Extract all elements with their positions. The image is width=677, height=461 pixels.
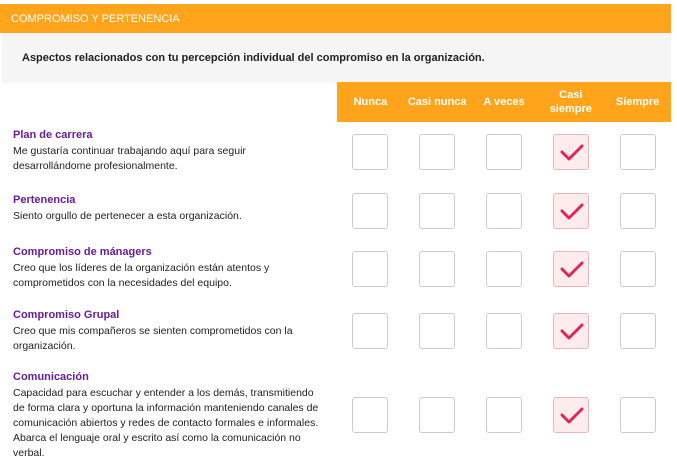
answer-checkbox-nunca[interactable]: [352, 397, 388, 433]
answer-checkbox-a-veces[interactable]: [486, 193, 522, 229]
question-title: Pertenencia: [13, 194, 76, 206]
answer-checkbox-casi-nunca[interactable]: [419, 397, 455, 433]
column-header-a-veces: A veces: [483, 96, 525, 108]
question-text-line: Me gustaría continuar trabajando aquí para seguir: [13, 145, 246, 157]
question-text-line: Creo que mis compañeros se sienten comprometidos con la: [13, 325, 293, 337]
question-title: Plan de carrera: [13, 129, 93, 141]
checkmark-icon: [560, 322, 584, 342]
column-header-word: siempre: [549, 103, 592, 115]
answer-checkbox-casi-siempre[interactable]: [553, 313, 589, 349]
column-header-casi-siempre: [537, 82, 604, 122]
answer-checkbox-casi-siempre[interactable]: [553, 251, 589, 287]
answer-checkbox-casi-nunca[interactable]: [419, 313, 455, 349]
question-title: Compromiso de mánagers: [13, 246, 152, 258]
question-text-line: comunicación abiertos y redes de contacto formales e informales.: [13, 417, 319, 429]
answer-checkbox-a-veces[interactable]: [486, 251, 522, 287]
question-text-line: desarrollándome profesionalmente.: [13, 160, 178, 172]
question-text-line: Capacidad para escuchar y entender a los demás, transmitiendo: [13, 387, 314, 399]
question-text-line: organización.: [13, 340, 76, 352]
answer-checkbox-casi-siempre[interactable]: [553, 397, 589, 433]
answer-checkbox-nunca[interactable]: [352, 193, 388, 229]
checkmark-icon: [560, 406, 584, 426]
section-description-text: Aspectos relacionados con tu percepción individual del compromiso en la organización.: [22, 52, 485, 64]
answer-checkbox-casi-siempre[interactable]: [553, 193, 589, 229]
question-title: Compromiso Grupal: [13, 309, 120, 321]
answer-checkbox-nunca[interactable]: [352, 251, 388, 287]
answer-checkbox-casi-nunca[interactable]: [419, 251, 455, 287]
column-header-nunca: Nunca: [353, 96, 388, 108]
question-title: Comunicación: [13, 371, 89, 383]
question-text-line: Siento orgullo de pertenecer a esta organización.: [13, 210, 242, 222]
answer-checkbox-a-veces[interactable]: [486, 397, 522, 433]
checkmark-icon: [560, 143, 584, 163]
column-header-siempre: Siempre: [615, 96, 660, 108]
answer-checkbox-nunca[interactable]: [352, 134, 388, 170]
column-header-casi-nunca: Casi nunca: [407, 96, 467, 108]
answer-checkbox-nunca[interactable]: [352, 313, 388, 349]
answer-checkbox-siempre[interactable]: [620, 134, 656, 170]
answer-checkbox-a-veces[interactable]: [486, 134, 522, 170]
checkmark-icon: [560, 260, 584, 280]
question-text-line: verbal.: [13, 447, 45, 459]
question-text-line: de forma clara y oportuna la información manteniendo canales de: [13, 402, 319, 414]
answer-checkbox-siempre[interactable]: [620, 193, 656, 229]
answer-checkbox-siempre[interactable]: [620, 397, 656, 433]
answer-checkbox-casi-nunca[interactable]: [419, 193, 455, 229]
answer-checkbox-casi-nunca[interactable]: [419, 134, 455, 170]
answer-checkbox-siempre[interactable]: [620, 251, 656, 287]
question-text-line: Abarca el lenguaje oral y escrito así como la comunicación no: [13, 432, 301, 444]
question-text-line: comprometidos con la necesidades del equipo.: [13, 277, 232, 289]
answer-checkbox-a-veces[interactable]: [486, 313, 522, 349]
section-title: COMPROMISO Y PERTENENCIA: [0, 4, 671, 33]
scale-header: [337, 82, 671, 122]
answer-checkbox-casi-siempre[interactable]: [553, 134, 589, 170]
question-text-line: Creo que los líderes de la organización están atentos y: [13, 262, 270, 274]
column-header-word: Casi: [559, 89, 583, 101]
section-description: [2, 33, 671, 83]
answer-checkbox-siempre[interactable]: [620, 313, 656, 349]
checkmark-icon: [560, 202, 584, 222]
